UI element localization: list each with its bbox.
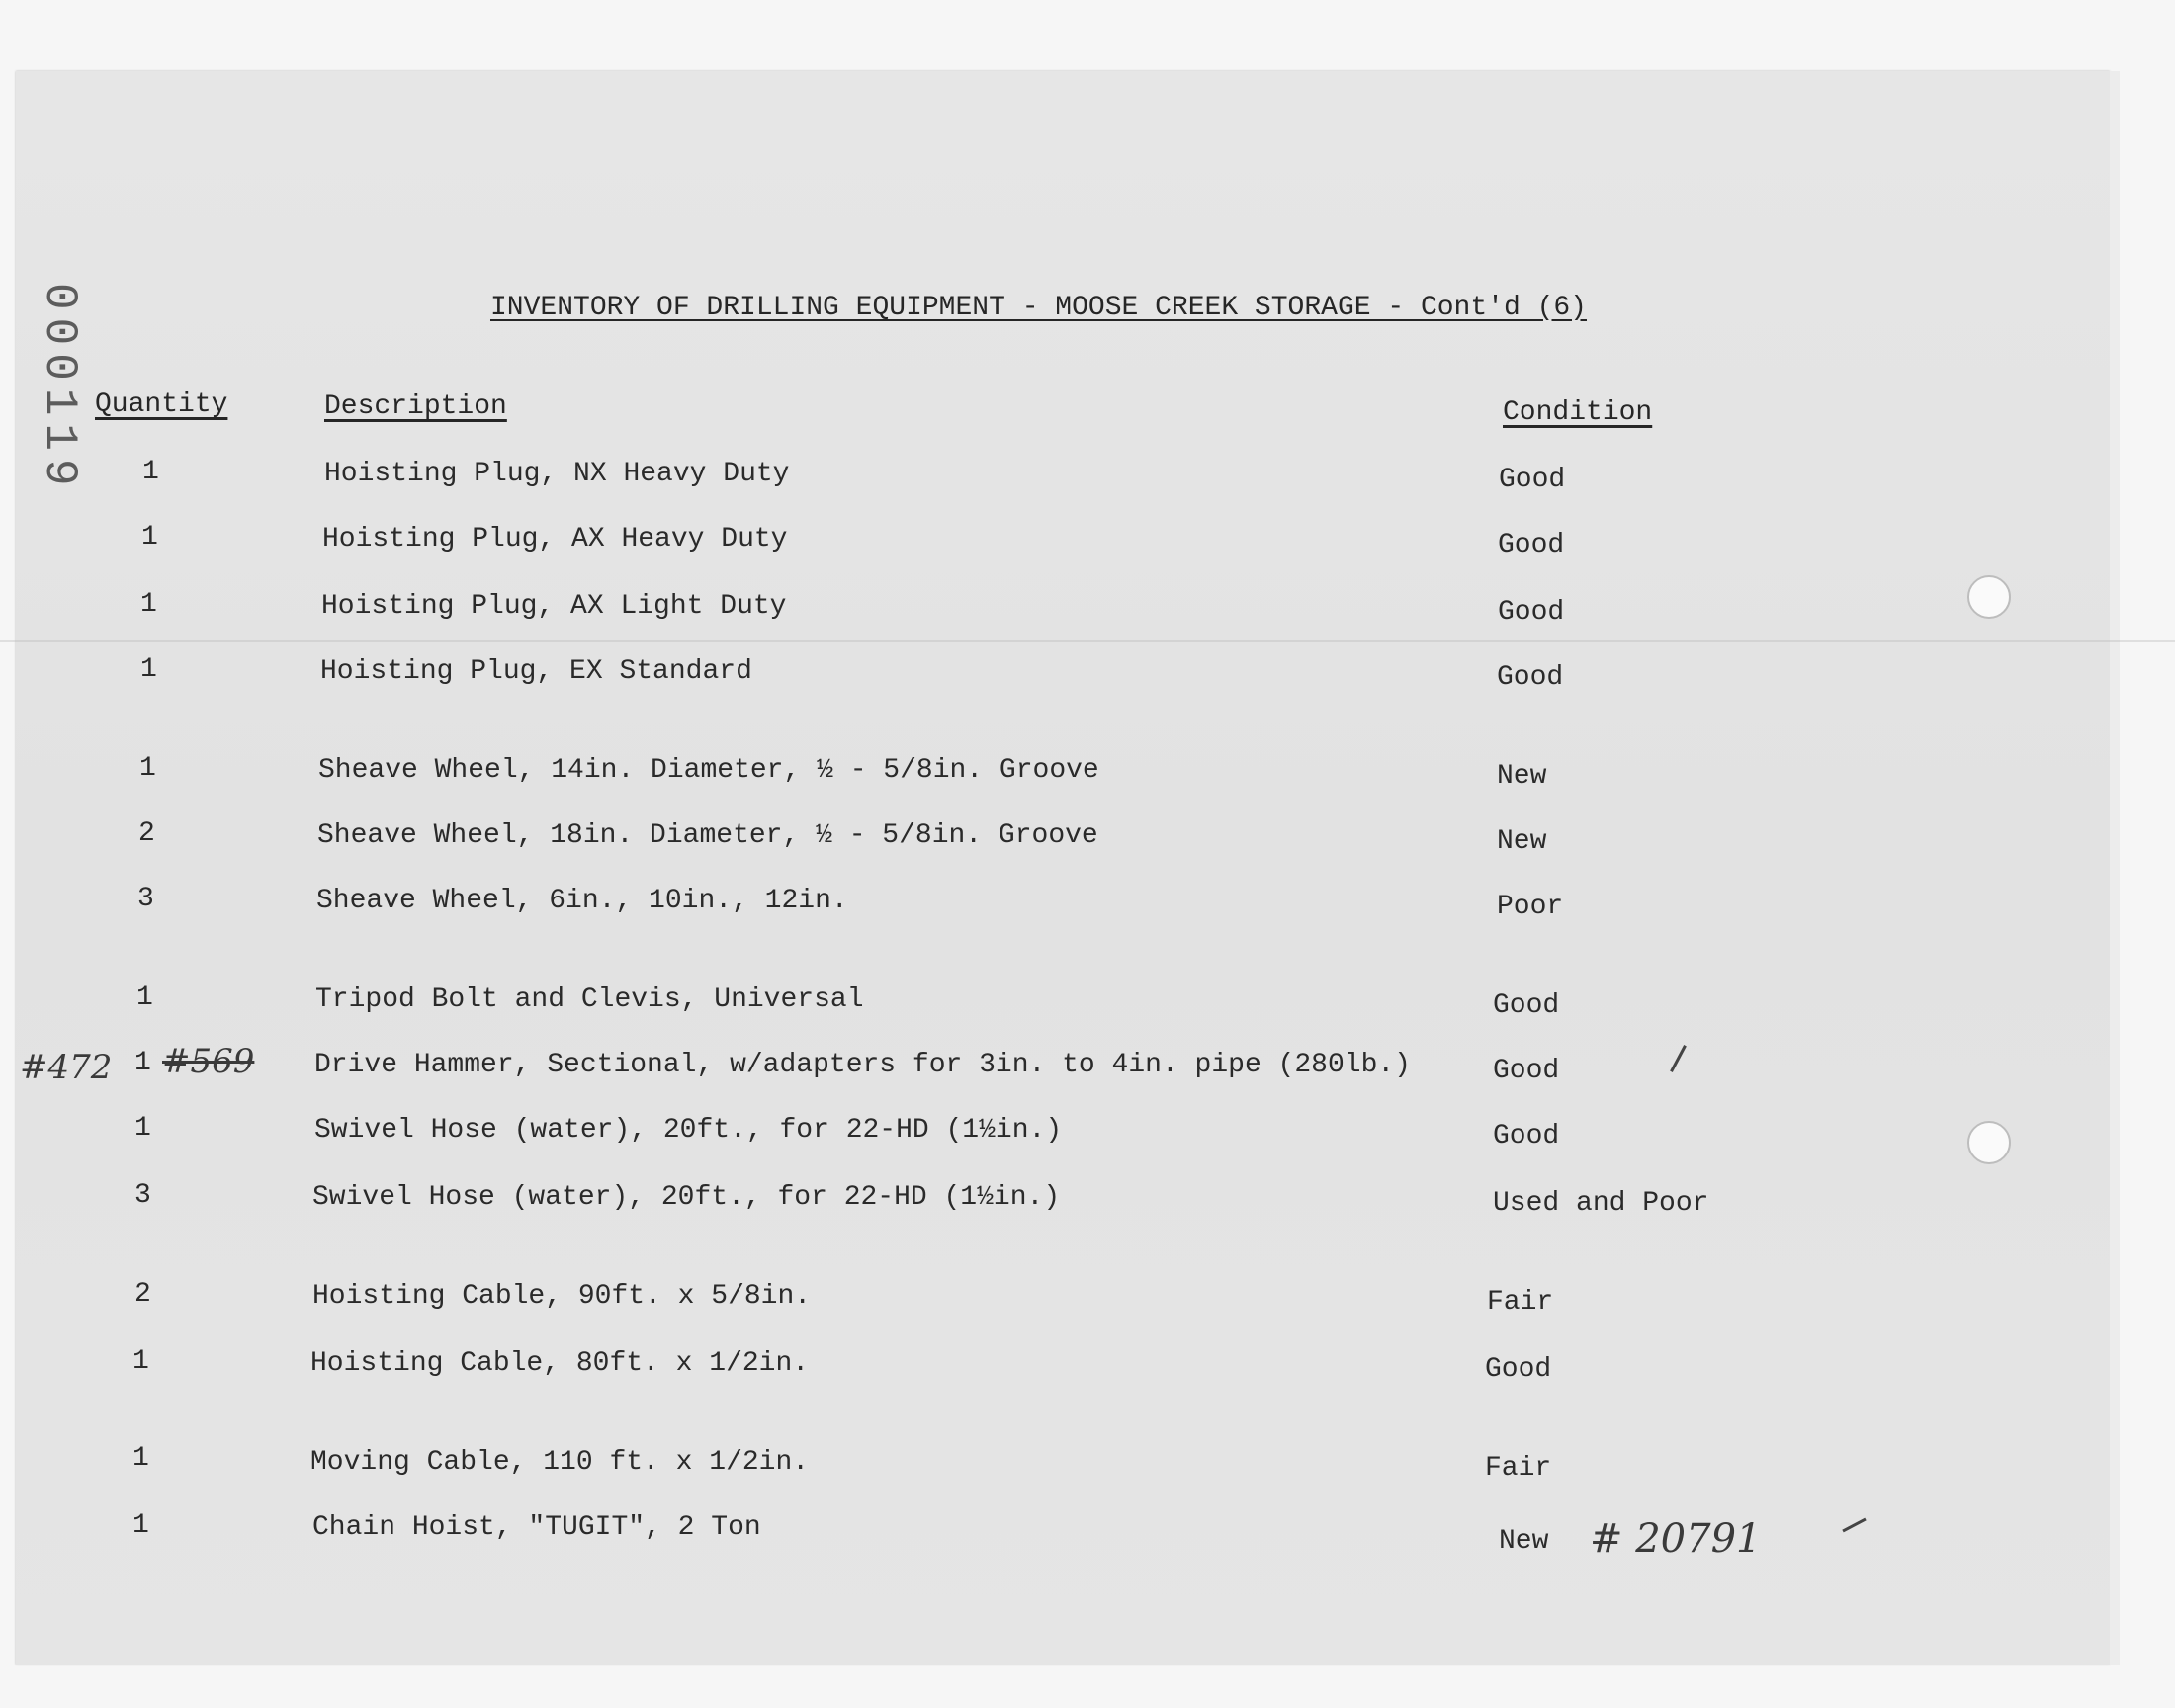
row-1-condition: Good: [1499, 465, 1566, 495]
row-2-condition: Good: [1498, 530, 1565, 560]
row-8-condition: Good: [1493, 990, 1560, 1021]
scan-line: [0, 640, 2175, 642]
handwritten-serial-number: # 20791: [1590, 1516, 1762, 1562]
row-2-quantity: 1: [141, 522, 158, 553]
row-1-quantity: 1: [142, 457, 159, 487]
row-9-quantity: 1: [134, 1048, 151, 1078]
page-title: INVENTORY OF DRILLING EQUIPMENT - MOOSE CREEK STORAGE - Cont'd (6): [490, 293, 1587, 323]
row-5-description: Sheave Wheel, 14in. Diameter, ½ - 5/8in. Groove: [318, 755, 1099, 786]
row-15-description: Chain Hoist, "TUGIT", 2 Ton: [312, 1512, 761, 1543]
row-14-quantity: 1: [132, 1443, 149, 1474]
row-8-description: Tripod Bolt and Clevis, Universal: [315, 984, 864, 1015]
row-4-quantity: 1: [140, 654, 157, 685]
row-14-description: Moving Cable, 110 ft. x 1/2in.: [310, 1447, 810, 1478]
row-6-quantity: 2: [138, 818, 155, 849]
row-7-description: Sheave Wheel, 6in., 10in., 12in.: [316, 886, 848, 916]
row-9-description: Drive Hammer, Sectional, w/adapters for 3in. to 4in. pipe (280lb.): [314, 1050, 1411, 1080]
row-1-description: Hoisting Plug, NX Heavy Duty: [324, 459, 790, 489]
row-7-quantity: 3: [137, 884, 154, 914]
row-13-quantity: 1: [132, 1346, 149, 1377]
row-11-condition: Used and Poor: [1493, 1188, 1709, 1219]
row-4-description: Hoisting Plug, EX Standard: [320, 656, 752, 687]
row-3-description: Hoisting Plug, AX Light Duty: [321, 591, 787, 622]
row-7-condition: Poor: [1497, 892, 1564, 922]
sheet-edge: [2110, 71, 2120, 1665]
row-11-description: Swivel Hose (water), 20ft., for 22-HD (1½in.): [312, 1182, 1061, 1213]
header-quantity: Quantity: [95, 389, 228, 420]
handwritten-left-number: #472: [20, 1048, 113, 1087]
row-5-quantity: 1: [139, 753, 156, 784]
row-10-quantity: 1: [134, 1113, 151, 1144]
document-stamp-number: 000119: [34, 283, 85, 494]
row-15-condition: New: [1499, 1526, 1549, 1557]
header-condition: Condition: [1503, 397, 1653, 428]
row-11-quantity: 3: [134, 1180, 151, 1211]
row-6-description: Sheave Wheel, 18in. Diameter, ½ - 5/8in. Groove: [317, 820, 1098, 851]
row-12-quantity: 2: [134, 1279, 151, 1310]
row-10-description: Swivel Hose (water), 20ft., for 22-HD (1½in.): [314, 1115, 1063, 1146]
row-13-condition: Good: [1485, 1354, 1552, 1385]
header-description: Description: [324, 391, 507, 422]
row-8-quantity: 1: [136, 982, 153, 1013]
row-10-condition: Good: [1493, 1121, 1560, 1152]
punch-hole-upper: [1967, 575, 2011, 619]
handwritten-struck-number: #569: [162, 1042, 255, 1081]
row-5-condition: New: [1497, 761, 1547, 792]
row-15-quantity: 1: [132, 1510, 149, 1541]
row-13-description: Hoisting Cable, 80ft. x 1/2in.: [310, 1348, 810, 1379]
row-3-quantity: 1: [140, 589, 157, 620]
row-3-condition: Good: [1498, 597, 1565, 628]
row-6-condition: New: [1497, 826, 1547, 857]
row-4-condition: Good: [1497, 662, 1564, 693]
row-9-condition: Good: [1493, 1056, 1560, 1086]
row-2-description: Hoisting Plug, AX Heavy Duty: [322, 524, 788, 555]
row-14-condition: Fair: [1485, 1453, 1552, 1484]
punch-hole-lower: [1967, 1121, 2011, 1164]
row-12-condition: Fair: [1487, 1287, 1554, 1318]
row-12-description: Hoisting Cable, 90ft. x 5/8in.: [312, 1281, 812, 1312]
